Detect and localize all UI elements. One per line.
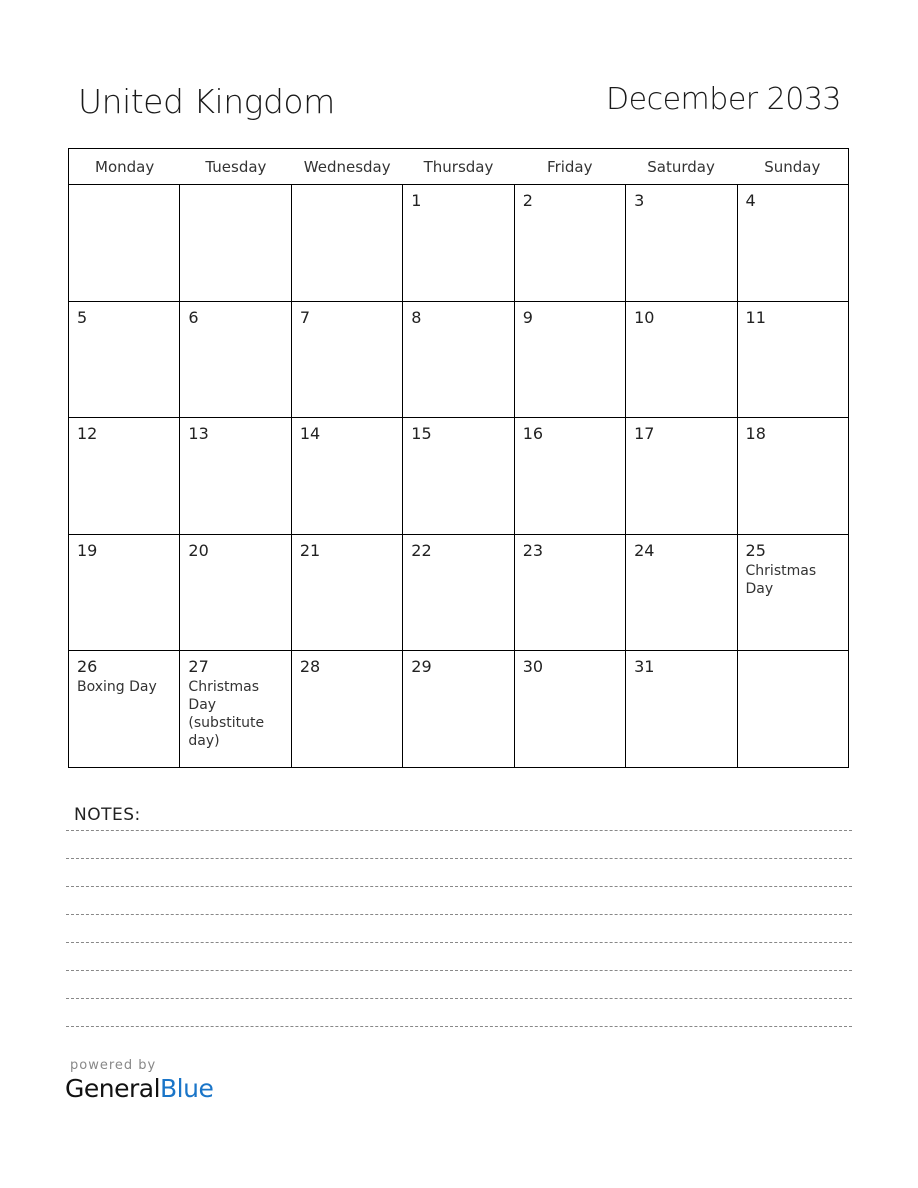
day-cell — [69, 651, 180, 768]
day-cell — [403, 535, 514, 651]
day-number: 30 — [522, 657, 544, 677]
brand-general: General — [65, 1074, 161, 1103]
day-cell — [292, 302, 403, 418]
day-cell — [738, 185, 848, 301]
weekday-header — [69, 149, 848, 185]
day-number: 26 — [77, 657, 98, 677]
day-number: 24 — [634, 540, 655, 560]
notes-line — [66, 942, 852, 943]
day-cell — [626, 185, 737, 301]
day-cell — [69, 418, 180, 534]
day-number: 19 — [77, 540, 98, 560]
week-row — [69, 418, 848, 535]
weekday-sunday: Sunday — [764, 158, 821, 176]
notes-line — [66, 914, 852, 915]
weekday-saturday: Saturday — [647, 158, 715, 176]
day-cell — [69, 185, 180, 301]
calendar-grid — [68, 148, 849, 768]
day-cell — [69, 302, 180, 418]
day-cell — [738, 302, 848, 418]
notes-line — [66, 970, 852, 971]
generalblue-logo — [65, 1074, 213, 1103]
day-cell — [69, 535, 180, 651]
day-cell — [626, 535, 737, 651]
brand-blue: Blue — [160, 1074, 214, 1103]
day-cell — [403, 185, 514, 301]
day-cell — [515, 535, 626, 651]
week-row — [69, 651, 848, 768]
day-cell — [403, 302, 514, 418]
day-number: 3 — [634, 191, 645, 210]
day-number: 29 — [411, 657, 432, 677]
day-cell — [515, 185, 626, 301]
day-cell — [180, 651, 291, 768]
day-cell — [515, 302, 626, 418]
weekday-monday: Monday — [95, 158, 155, 176]
day-number: 7 — [299, 307, 311, 327]
day-number: 22 — [411, 540, 432, 560]
notes-line — [66, 1026, 852, 1027]
day-number: 18 — [745, 424, 766, 444]
notes-line — [66, 858, 852, 859]
day-number: 5 — [77, 307, 88, 327]
day-number: 21 — [299, 540, 321, 560]
day-number: 20 — [188, 540, 209, 560]
notes-line — [66, 998, 852, 999]
weekday-friday: Friday — [547, 158, 593, 176]
weekday-tuesday: Tuesday — [205, 158, 267, 176]
day-number: 13 — [188, 424, 209, 444]
day-number: 6 — [188, 307, 199, 327]
day-number: 1 — [411, 191, 422, 210]
day-number: 15 — [411, 424, 432, 444]
day-cell — [626, 302, 737, 418]
day-cell — [180, 302, 291, 418]
day-number: 2 — [522, 191, 533, 210]
holiday-label: Boxing Day — [77, 679, 157, 696]
day-number: 9 — [522, 307, 533, 327]
day-cell — [292, 535, 403, 651]
day-cell — [403, 418, 514, 534]
day-number: 8 — [411, 307, 422, 327]
day-number: 28 — [299, 657, 321, 677]
notes-label: NOTES: — [74, 805, 141, 825]
weekday-thursday: Thursday — [423, 158, 494, 176]
week-row — [69, 185, 848, 302]
day-number: 4 — [745, 191, 756, 210]
day-cell — [738, 535, 848, 651]
day-number: 25 — [745, 540, 766, 560]
holiday-label: Christmas Day — [745, 562, 817, 597]
day-number: 17 — [634, 424, 655, 444]
country-title: United Kingdom — [78, 82, 335, 121]
notes-line — [66, 830, 852, 831]
powered-by-text: powered by — [70, 1058, 157, 1073]
day-cell — [292, 651, 403, 768]
day-number: 16 — [522, 424, 544, 444]
notes-line — [66, 886, 852, 887]
day-cell — [180, 185, 291, 301]
day-number: 14 — [299, 424, 321, 444]
day-number: 12 — [77, 424, 98, 444]
day-cell — [626, 651, 737, 768]
day-number: 27 — [188, 657, 209, 677]
day-number: 31 — [634, 657, 655, 677]
day-cell — [403, 651, 514, 768]
day-cell — [180, 535, 291, 651]
day-cell — [738, 418, 848, 534]
week-row — [69, 535, 848, 652]
holiday-label: Christmas Day (substitute day) — [188, 679, 265, 750]
day-number: 11 — [745, 307, 766, 327]
day-number: 10 — [634, 307, 655, 327]
day-cell — [180, 418, 291, 534]
day-cell — [738, 651, 848, 768]
week-row — [69, 302, 848, 419]
month-year-title: December 2033 — [606, 82, 841, 117]
day-number: 23 — [522, 540, 544, 560]
day-cell — [292, 185, 403, 301]
day-cell — [292, 418, 403, 534]
day-cell — [626, 418, 737, 534]
weekday-wednesday: Wednesday — [303, 158, 391, 176]
day-cell — [515, 418, 626, 534]
day-cell — [515, 651, 626, 768]
